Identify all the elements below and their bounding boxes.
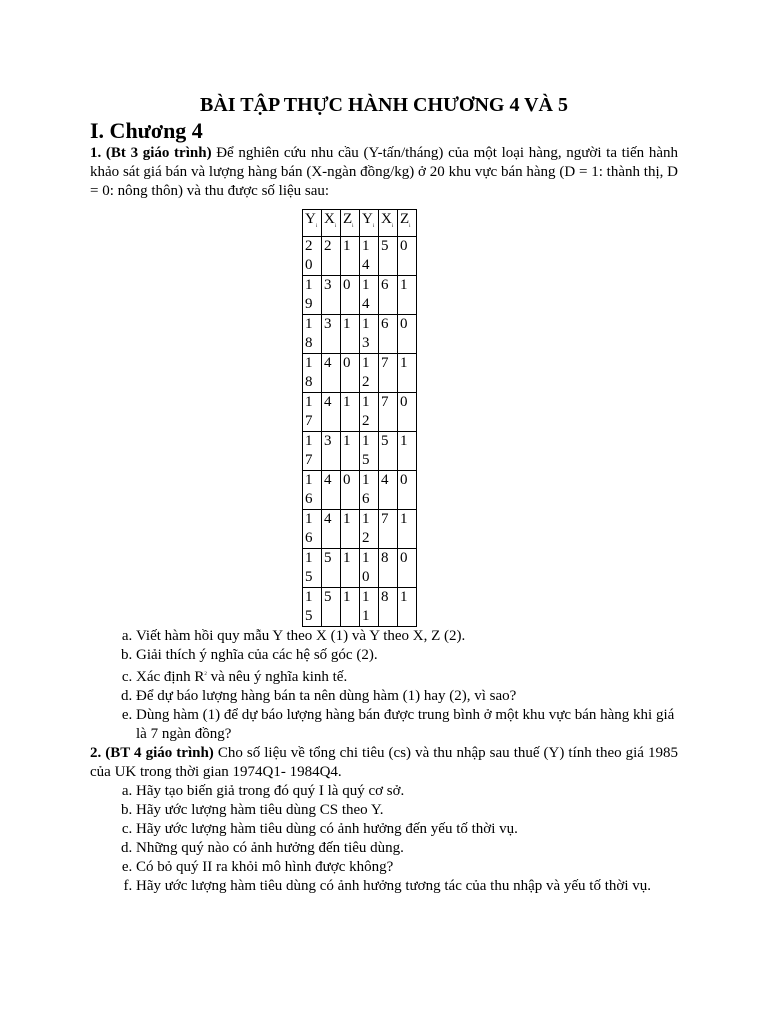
table-cell: 15 bbox=[360, 432, 379, 471]
table-row bbox=[303, 432, 417, 471]
table-cell: 4 bbox=[322, 354, 341, 393]
table-row bbox=[303, 354, 417, 393]
list-item: b. Hãy ước lượng hàm tiêu dùng CS theo Y. bbox=[136, 801, 678, 820]
list-item: d. Những quý nào có ảnh hưởng đến tiêu dùng. bbox=[136, 839, 678, 858]
table-row bbox=[303, 471, 417, 510]
data-table bbox=[302, 209, 417, 627]
document-page bbox=[90, 92, 678, 896]
table-cell: 8 bbox=[379, 588, 398, 627]
table-cell: 14 bbox=[360, 237, 379, 276]
table-cell: 1 bbox=[341, 432, 360, 471]
table-row bbox=[303, 237, 417, 276]
table-cell: 0 bbox=[398, 315, 417, 354]
table-cell: 20 bbox=[303, 237, 322, 276]
table-cell: 17 bbox=[303, 393, 322, 432]
table-cell: 1 bbox=[341, 510, 360, 549]
table-cell: 5 bbox=[322, 549, 341, 588]
exercise-2-questions bbox=[90, 782, 678, 896]
table-row bbox=[303, 276, 417, 315]
table-row bbox=[303, 393, 417, 432]
list-item: d. Để dự báo lượng hàng bán ta nên dùng hàm (1) hay (2), vì sao? bbox=[136, 687, 678, 706]
table-cell: 18 bbox=[303, 354, 322, 393]
table-header-cell: $Z_i$ bbox=[341, 210, 360, 237]
exercise-2-text: Cho số liệu về tổng chi tiêu (cs) và thu nhập sau thuế (Y) tính theo giá 1985 của UK trong thời gian 1974Q1- 1984Q4. bbox=[90, 745, 678, 780]
list-item: a. Hãy tạo biến giả trong đó quý I là quý cơ sở. bbox=[136, 782, 678, 801]
table-cell: 0 bbox=[398, 549, 417, 588]
list-item: c. Xác định $R^2$ và nêu ý nghĩa kinh tế. bbox=[136, 665, 678, 687]
exercise-1-questions bbox=[90, 627, 678, 744]
table-cell: 1 bbox=[398, 276, 417, 315]
list-item: f. Hãy ước lượng hàm tiêu dùng có ảnh hưởng tương tác của thu nhập và yếu tố thời vụ. bbox=[136, 877, 678, 896]
table-cell: 17 bbox=[303, 432, 322, 471]
table-header-cell: $X_i$ bbox=[322, 210, 341, 237]
table-cell: 14 bbox=[360, 276, 379, 315]
table-cell: 11 bbox=[360, 588, 379, 627]
table-row bbox=[303, 315, 417, 354]
table-cell: 5 bbox=[322, 588, 341, 627]
table-cell: 6 bbox=[379, 315, 398, 354]
exercise-2-label: 2. (BT 4 giáo trình) bbox=[90, 745, 214, 761]
list-item: c. Hãy ước lượng hàm tiêu dùng có ảnh hưởng đến yếu tố thời vụ. bbox=[136, 820, 678, 839]
exercise-1-text: Để nghiên cứu nhu cầu (Y-tấn/tháng) của một loại hàng, người ta tiến hành khảo sát giá bán và lượng hàng bán (X-ngàn đồng/kg) ở 20 khu vực bán hàng (D = 1: thành thị, D = 0: nông thôn) và thu được số liệu sau: bbox=[90, 145, 678, 199]
table-cell: 15 bbox=[303, 549, 322, 588]
table-header-cell: $X_i$ bbox=[379, 210, 398, 237]
table-header-cell: $Y_i$ bbox=[303, 210, 322, 237]
table-header-row bbox=[303, 210, 417, 237]
table-cell: 5 bbox=[379, 432, 398, 471]
table-cell: 7 bbox=[379, 393, 398, 432]
table-cell: 19 bbox=[303, 276, 322, 315]
table-cell: 0 bbox=[341, 354, 360, 393]
table-cell: 3 bbox=[322, 315, 341, 354]
list-item: e. Dùng hàm (1) để dự báo lượng hàng bán được trung bình ở một khu vực bán hàng khi giá là 7 ngàn đồng? bbox=[136, 706, 678, 744]
table-cell: 7 bbox=[379, 510, 398, 549]
table-cell: 1 bbox=[398, 354, 417, 393]
table-header-cell: $Y_i$ bbox=[360, 210, 379, 237]
table-cell: 1 bbox=[341, 315, 360, 354]
table-cell: 16 bbox=[360, 471, 379, 510]
document-title: BÀI TẬP THỰC HÀNH CHƯƠNG 4 VÀ 5 bbox=[200, 94, 568, 116]
table-cell: 15 bbox=[303, 588, 322, 627]
table-cell: 12 bbox=[360, 393, 379, 432]
table-cell: 3 bbox=[322, 432, 341, 471]
table-cell: 0 bbox=[341, 471, 360, 510]
table-cell: 16 bbox=[303, 471, 322, 510]
table-cell: 10 bbox=[360, 549, 379, 588]
table-cell: 0 bbox=[341, 276, 360, 315]
chapter-heading: I. Chương 4 bbox=[90, 118, 203, 143]
table-cell: 1 bbox=[341, 237, 360, 276]
table-cell: 1 bbox=[341, 588, 360, 627]
exercise-2-intro bbox=[90, 744, 678, 782]
table-cell: 4 bbox=[322, 393, 341, 432]
table-cell: 6 bbox=[379, 276, 398, 315]
table-cell: 1 bbox=[398, 432, 417, 471]
table-cell: 4 bbox=[379, 471, 398, 510]
table-cell: 5 bbox=[379, 237, 398, 276]
table-row bbox=[303, 549, 417, 588]
table-cell: 1 bbox=[341, 549, 360, 588]
table-cell: 2 bbox=[322, 237, 341, 276]
table-row bbox=[303, 510, 417, 549]
table-cell: 1 bbox=[398, 510, 417, 549]
list-item: a. Viết hàm hồi quy mẫu Y theo X (1) và Y theo X, Z (2). bbox=[136, 627, 678, 646]
table-cell: 1 bbox=[341, 393, 360, 432]
table-cell: 12 bbox=[360, 510, 379, 549]
table-cell: 0 bbox=[398, 393, 417, 432]
table-cell: 0 bbox=[398, 471, 417, 510]
table-cell: 12 bbox=[360, 354, 379, 393]
exercise-1-intro bbox=[90, 144, 678, 201]
table-row bbox=[303, 588, 417, 627]
table-cell: 0 bbox=[398, 237, 417, 276]
table-cell: 8 bbox=[379, 549, 398, 588]
table-header-cell: $Z_i$ bbox=[398, 210, 417, 237]
table-body bbox=[303, 237, 417, 627]
exercise-1-label: 1. (Bt 3 giáo trình) bbox=[90, 145, 212, 161]
table-cell: 16 bbox=[303, 510, 322, 549]
table-cell: 3 bbox=[322, 276, 341, 315]
list-item: b. Giải thích ý nghĩa của các hệ số góc (2). bbox=[136, 646, 678, 665]
table-cell: 7 bbox=[379, 354, 398, 393]
table-cell: 1 bbox=[398, 588, 417, 627]
table-cell: 13 bbox=[360, 315, 379, 354]
list-item: e. Có bỏ quý II ra khỏi mô hình được không? bbox=[136, 858, 678, 877]
table-cell: 18 bbox=[303, 315, 322, 354]
table-cell: 4 bbox=[322, 471, 341, 510]
table-cell: 4 bbox=[322, 510, 341, 549]
